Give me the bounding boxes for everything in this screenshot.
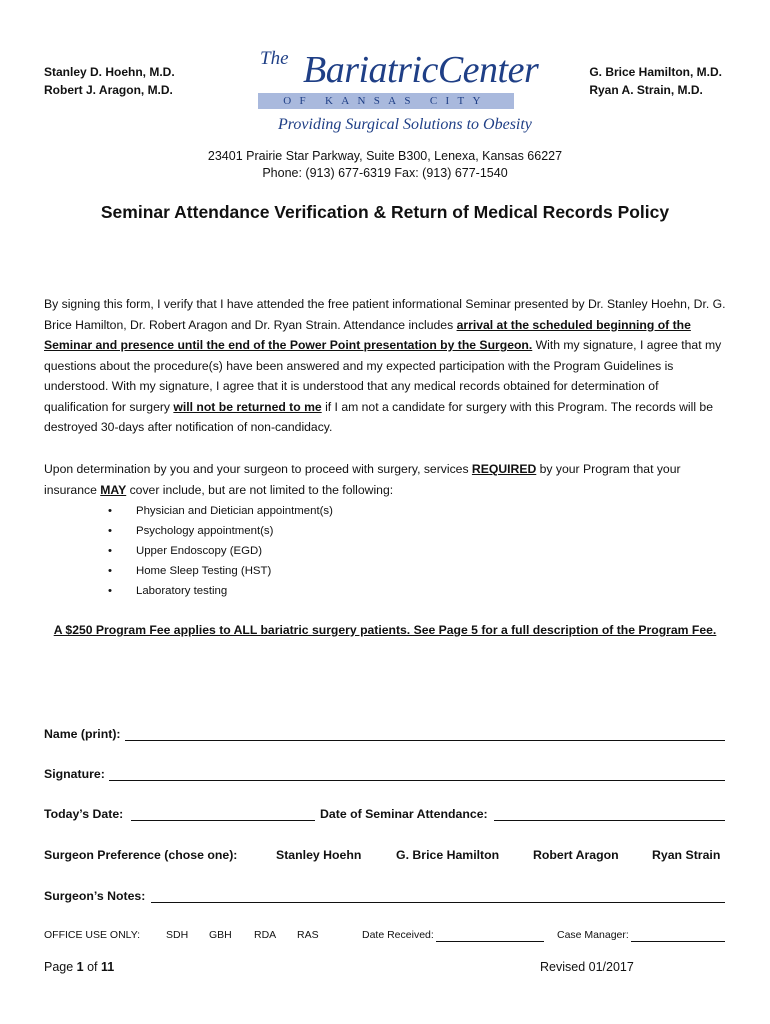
office-code-rda[interactable]: RDA (254, 929, 277, 941)
office-code-sdh[interactable]: SDH (166, 929, 189, 941)
doctors-right (589, 63, 722, 99)
date-received-field[interactable] (436, 941, 544, 942)
address-line: 23401 Prairie Star Parkway, Suite B300, Lenexa, Kansas 66227 (207, 149, 563, 163)
text-run: by your Program that your insurance (44, 462, 681, 497)
list-item-text: Physician and Dietician appointment(s) (136, 505, 333, 517)
page-of: of (83, 960, 101, 974)
bullet-icon: • (108, 505, 112, 517)
date-received-label: Date Received: (362, 929, 434, 941)
surgeon-notes-field[interactable] (151, 902, 725, 903)
seminar-date-field[interactable] (494, 820, 725, 821)
text-run: if I am not a candidate for surgery with this Program. The records will be destroyed 30-days after notification of non-candidacy. (44, 399, 713, 434)
verification-paragraph (44, 294, 726, 438)
logo-tagline: Providing Surgical Solutions to Obesity (278, 116, 532, 133)
page-total: 11 (101, 960, 115, 974)
text-run: With my signature, I agree that my questions about the procedure(s) have been answered and my expected participation with the Program Guidelines is understood. With my signature, I agree that it is understood that any medical records obtained for determination of qualification for surgery (44, 338, 722, 414)
text-run: By signing this form, I verify that I have attended the free patient informational Seminar presented by Dr. Stanley Hoehn, Dr. G. Brice Hamilton, Dr. Robert Aragon and Dr. Ryan Strain. Attendance includes (44, 297, 726, 332)
doctor-name: Robert J. Aragon, M.D. (44, 83, 173, 97)
doctor-name: G. Brice Hamilton, M.D. (589, 65, 722, 79)
bullet-icon: • (108, 525, 112, 537)
name-label: Name (print): (44, 727, 121, 741)
surgeon-option-aragon[interactable]: Robert Aragon (533, 848, 619, 862)
surgeon-option-hamilton[interactable]: G. Brice Hamilton (396, 848, 500, 862)
surgeon-option-strain[interactable]: Ryan Strain (652, 848, 721, 862)
page-number (44, 960, 114, 974)
page-prefix: Page (44, 960, 77, 974)
todays-date-label: Today’s Date: (44, 807, 124, 821)
list-item-text: Home Sleep Testing (HST) (136, 565, 272, 577)
emphasis-run: MAY (100, 482, 127, 497)
text-run: Upon determination by you and your surgeon to proceed with surgery, services (44, 462, 472, 476)
services-list (108, 501, 333, 601)
logo-main (276, 48, 538, 92)
services-paragraph (44, 459, 726, 500)
logo-main-text: BariatricCenter (303, 49, 539, 91)
list-item (108, 561, 333, 581)
surgeon-notes-label: Surgeon’s Notes: (44, 889, 146, 903)
case-manager-label: Case Manager: (557, 929, 629, 941)
office-code-ras[interactable]: RAS (297, 929, 319, 941)
signature-field[interactable] (109, 780, 725, 781)
emphasis-run: arrival at the scheduled beginning of the Seminar and presence until the end of the Power Point presentation by the Surgeon. (44, 317, 691, 352)
todays-date-field[interactable] (131, 820, 315, 821)
case-manager-field[interactable] (631, 941, 725, 942)
surgeon-preference-label: Surgeon Preference (chose one): (44, 848, 238, 862)
doctors-left (44, 63, 175, 99)
list-item (108, 501, 333, 521)
address-block (0, 148, 770, 182)
phone-fax-line: Phone: (913) 677-6319 Fax: (913) 677-1540 (262, 166, 508, 180)
list-item (108, 581, 333, 601)
page-title: Seminar Attendance Verification & Return of Medical Records Policy (100, 202, 670, 222)
office-code-gbh[interactable]: GBH (209, 929, 232, 941)
program-fee-notice: A $250 Program Fee applies to ALL bariatric surgery patients. See Page 5 for a full description of the Program Fee. (53, 623, 717, 637)
logo-subtitle: OF KANSAS CITY (283, 95, 489, 107)
name-field[interactable] (125, 740, 725, 741)
doctor-name: Stanley D. Hoehn, M.D. (44, 65, 175, 79)
list-item-text: Upper Endoscopy (EGD) (136, 545, 262, 557)
signature-label: Signature: (44, 767, 105, 781)
doctor-name: Ryan A. Strain, M.D. (589, 83, 703, 97)
revision-date: Revised 01/2017 (540, 960, 634, 974)
bullet-icon: • (108, 585, 112, 597)
logo-the: The (260, 48, 289, 69)
bullet-icon: • (108, 545, 112, 557)
surgeon-option-hoehn[interactable]: Stanley Hoehn (276, 848, 362, 862)
list-item (108, 541, 333, 561)
emphasis-run: REQUIRED (471, 462, 537, 476)
office-use-label: OFFICE USE ONLY: (44, 929, 141, 941)
list-item-text: Psychology appointment(s) (136, 525, 274, 537)
page-current: 1 (76, 960, 84, 974)
seminar-date-label: Date of Seminar Attendance: (320, 807, 488, 821)
text-run: cover include, but are not limited to the following: (126, 482, 394, 497)
list-item-text: Laboratory testing (136, 585, 228, 597)
list-item (108, 521, 333, 541)
bullet-icon: • (108, 565, 112, 577)
bariatric-center-logo (250, 40, 539, 142)
emphasis-run: will not be returned to me (173, 399, 322, 414)
